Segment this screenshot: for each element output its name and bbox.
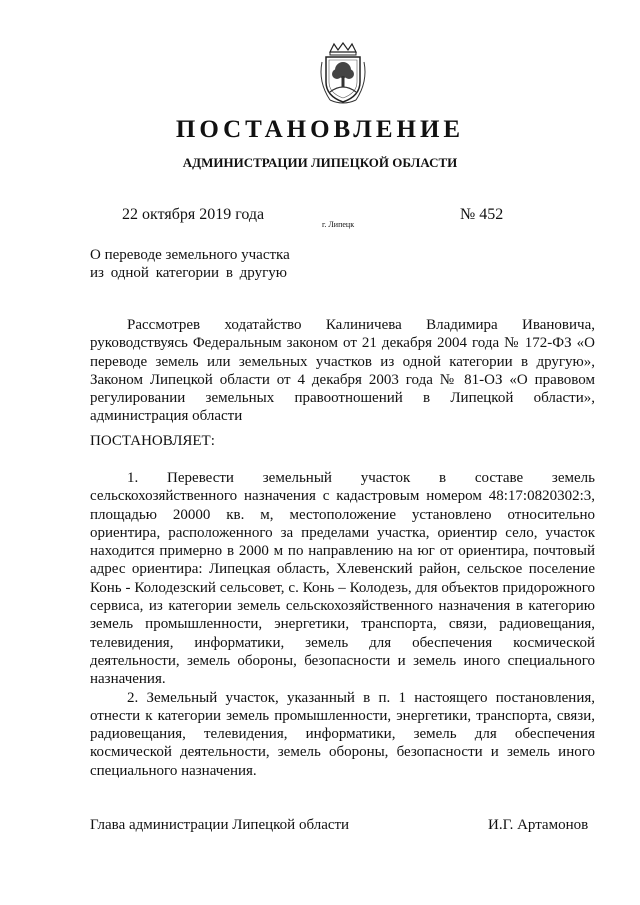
document-date: 22 октября 2019 года bbox=[122, 206, 265, 223]
document-city: г. Липецк bbox=[322, 220, 355, 229]
document-number: № 452 bbox=[460, 206, 504, 223]
clause-1: 1. Перевести земельный участок в составе земель сельскохозяйственного назначения с кадастровым номером 48:17:0820302:3, площадью 20000 кв. м, местоположение установлено относительно ориентира, расположенного за пределами участка, ориентир село, участок находится примерно в 2000 м по направлению на юг от ориентира, почтовый адрес ориентира: Липецкая область, Хлевенский район, сельское поселение Конь - Колодезский сельсовет, с. Конь – Колодезь, для объектов придорожного сервиса, из категории земель сельскохозяйственного назначения в категорию земель промышленности, энергетики, транспорта, связи, радиовещания, телевидения, информатики, земель для обеспечения космической деятельности, земель обороны, безопасности и земель иного специального назначения. bbox=[90, 470, 595, 688]
signature-position: Глава администрации Липецкой области bbox=[90, 817, 350, 833]
clauses bbox=[90, 469, 595, 780]
lipetsk-coat-of-arms-icon bbox=[316, 42, 370, 106]
signature-name: И.Г. Артамонов bbox=[488, 817, 589, 833]
clause-2: 2. Земельный участок, указанный в п. 1 настоящего постановления, отнести к категории земель промышленности, энергетики, транспорта, связи, радиовещания, телевидения, информатики, земель для обеспечения космической деятельности, земель обороны, безопасности и земель иного специального назначения. bbox=[90, 689, 595, 779]
decree-word: ПОСТАНОВЛЯЕТ: bbox=[90, 433, 215, 449]
document-subject bbox=[90, 246, 290, 282]
document-title: ПОСТАНОВЛЕНИЕ bbox=[175, 116, 465, 143]
subject-line-2: из одной категории в другую bbox=[90, 265, 287, 281]
document-subtitle: АДМИНИСТРАЦИИ ЛИПЕЦКОЙ ОБЛАСТИ bbox=[182, 155, 458, 170]
preamble-text: Рассмотрев ходатайство Калиничева Владимира Ивановича, руководствуясь Федеральным законом от 21 декабря 2004 года № 172-ФЗ «О переводе земель или земельных участков из одной категории в другую», Законом Липецкой области от 4 декабря 2003 года № 81-ОЗ «О правовом регулировании земельных правоотношений в Липецкой области», администрация области bbox=[90, 317, 595, 425]
preamble bbox=[90, 316, 595, 426]
subject-line-1: О переводе земельного участка bbox=[90, 247, 290, 263]
